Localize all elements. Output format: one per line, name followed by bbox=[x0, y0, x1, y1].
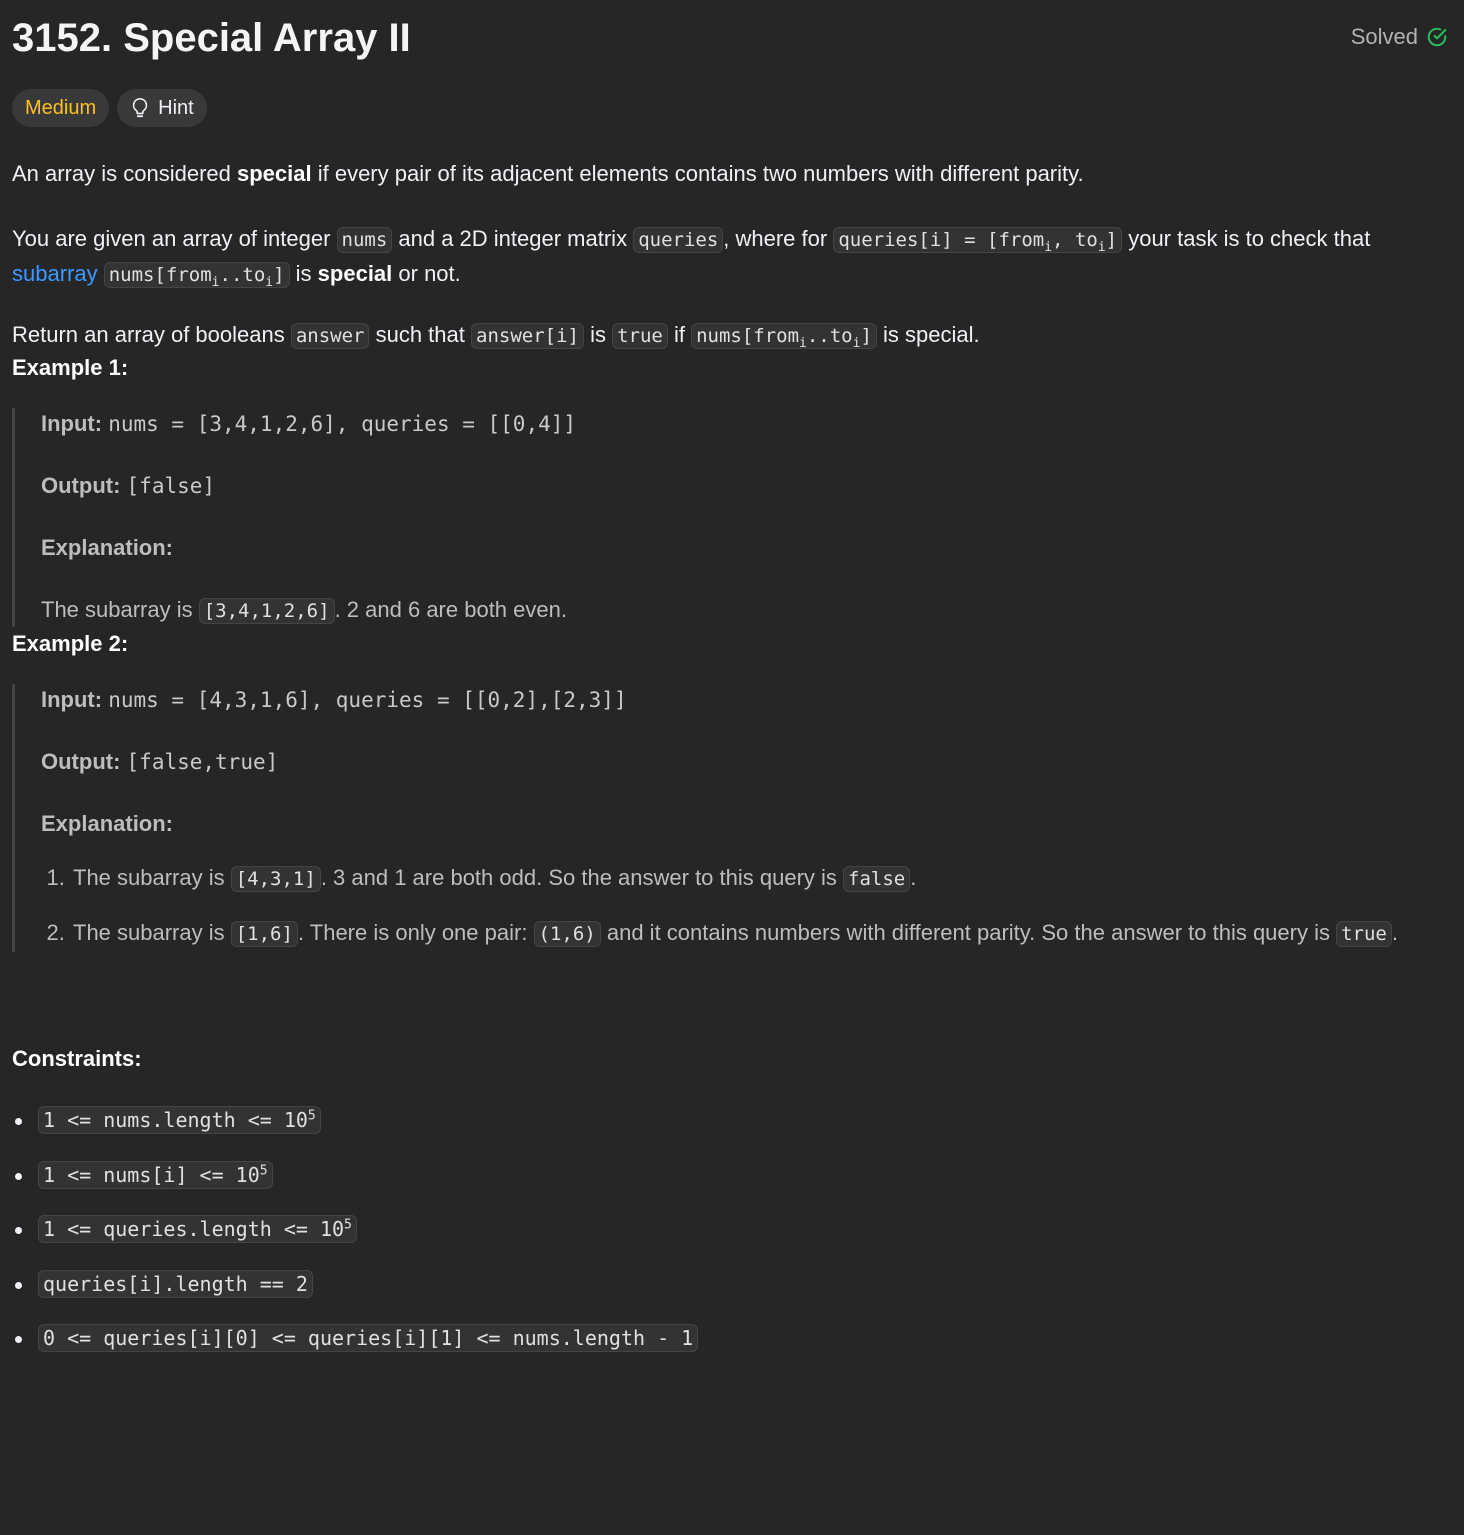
constraints-list bbox=[12, 1103, 1442, 1357]
example-2-block bbox=[12, 684, 1442, 952]
example-1-explanation-label: Explanation: bbox=[41, 535, 174, 560]
description-paragraph-1: An array is considered special if every pair of its adjacent elements contains two numbers with different parity. bbox=[12, 161, 1084, 186]
example-2-heading: Example 2: bbox=[12, 631, 129, 656]
solved-status bbox=[1351, 20, 1448, 53]
constraint-item: 1 <= nums.length <= $10^5$ bbox=[12, 1103, 1442, 1139]
check-circle-icon bbox=[1426, 26, 1448, 48]
subarray-link[interactable]: subarray bbox=[12, 261, 98, 286]
constraints-heading: Constraints: bbox=[12, 1046, 142, 1071]
example-1-input: Input: nums = [3,4,1,2,6], queries = [[0,4]] bbox=[41, 411, 577, 436]
example-2-explanation-list bbox=[41, 860, 1442, 952]
list-item: 2. The subarray is [1,6] . There is only one pair: (1,6) and it contains numbers with different parity. So the answer to this query is true . bbox=[71, 915, 1442, 952]
hint-label: Hint bbox=[158, 97, 194, 119]
example-1-heading: Example 1: bbox=[12, 355, 129, 380]
code-true: true bbox=[612, 323, 668, 349]
example-1-explanation: The subarray is [3,4,1,2,6] . 2 and 6 are both even. bbox=[41, 597, 567, 622]
code-nums: nums bbox=[337, 227, 393, 253]
code-answer: answer bbox=[291, 323, 370, 349]
example-2-input: Input: nums = [4,3,1,6], queries = [[0,2],[2,3]] bbox=[41, 687, 627, 712]
code-nums-range-2: $nums[from_i..to_i]$ bbox=[691, 323, 877, 349]
constraint-item: 1 <= nums[i] <= $10^5$ bbox=[12, 1158, 1442, 1194]
constraint-item: queries[i].length == 2 bbox=[12, 1267, 1442, 1303]
difficulty-badge: Medium bbox=[12, 89, 109, 127]
code-queries-i: queries[i] = [from$_i$, $to_i$] bbox=[833, 227, 1122, 253]
solved-label: Solved bbox=[1350, 24, 1418, 49]
constraint-item: 0 <= queries[i][0] <= queries[i][1] <= nums.length - 1 bbox=[12, 1321, 1442, 1357]
example-2-output: Output: [false,true] bbox=[41, 749, 279, 774]
hint-button[interactable] bbox=[117, 89, 207, 127]
code-answer-i: answer[i] bbox=[471, 323, 584, 349]
code-queries: queries bbox=[633, 227, 723, 253]
special-term: special bbox=[237, 161, 312, 186]
list-item: 1. The subarray is [4,3,1] . 3 and 1 are both odd. So the answer to this query is false . bbox=[71, 860, 1442, 897]
description-paragraph-3: Return an array of booleans answer such that answer[i] is true if $nums[from_i..to_i]$ is special. bbox=[12, 322, 980, 351]
problem-title: 3152. Special Array II bbox=[12, 16, 411, 60]
lightbulb-icon bbox=[130, 97, 150, 119]
code-nums-range: $nums[from_i..to_i]$ bbox=[104, 262, 290, 288]
tag-row bbox=[12, 89, 207, 127]
example-1-block bbox=[12, 408, 1442, 627]
problem-description bbox=[12, 150, 1442, 1357]
description-paragraph-2: You are given an array of integer nums and a 2D integer matrix queries , where for queries[i] = [from$_i$, $to_i$] your task is to check that subarray $nums[from_i..to_i]$ is special or not. bbox=[12, 226, 1371, 290]
example-2-explanation-label: Explanation: bbox=[41, 811, 174, 836]
example-1-output: Output: [false] bbox=[41, 473, 216, 498]
constraint-item: 1 <= queries.length <= $10^5$ bbox=[12, 1212, 1442, 1248]
